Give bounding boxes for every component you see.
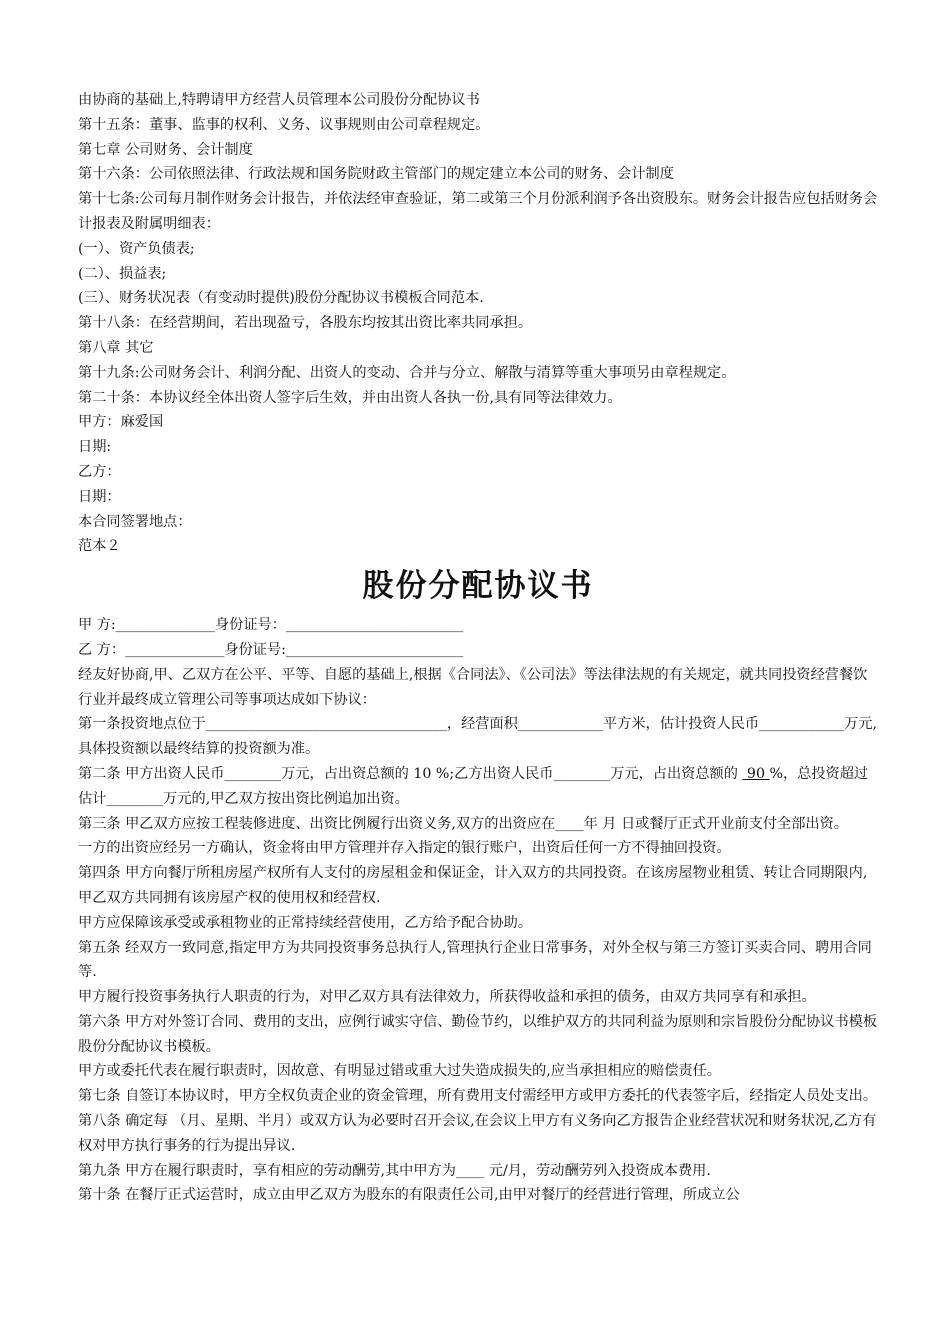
paragraph: 第十八条：在经营期间，若出现盈亏，各股东均按其出资比率共同承担。 [78, 315, 533, 332]
article: 第三条 甲乙双方应按工程装修进度、出资比例履行出资义务,双方的出资应在____年 月 日或餐厅正式开业前支付全部出资。 [78, 815, 848, 832]
document-title: 股份分配协议书 [362, 568, 594, 605]
article: 第九条 甲方在履行职责时，享有相应的劳动酬劳,其中甲方为____ 元/月，劳动酬劳列入投资成本费用. [78, 1162, 711, 1179]
paragraph: 甲方或委托代表在履行职责时，因故意、有明显过错或重大过失造成损失的,应当承担相应的赔偿责任。 [78, 1063, 721, 1080]
article: 第七条 自签订本协议时，甲方全权负责企业的资金管理，所有费用支付需经甲方或甲方委托的代表签字后，经指定人员处支出。 [78, 1088, 878, 1105]
article: 第十条 在餐厅正式运营时，成立由甲乙双方为股东的有限责任公司,由甲对餐厅的经营进行管理，所成立公 [78, 1187, 740, 1204]
paragraph: 第十九条:公司财务会计、利润分配、出资人的变动、合并与分立、解散与清算等重大事项另由章程规定。 [78, 364, 736, 381]
underlined-value: 90 [742, 765, 770, 782]
template-label: 范本２ [78, 538, 121, 555]
date-line: 日期： [78, 488, 121, 505]
paragraph: 第二十条：本协议经全体出资人签字后生效，并由出资人各执一份,具有同等法律效力。 [78, 389, 622, 406]
signature-line-party-a: 甲方：麻爱国 [78, 414, 164, 431]
article [78, 762, 878, 812]
article: 第一条投资地点位于__________________________________，经营面积____________平方米，估计投资人民币____________万元,具体投资额以最终结算的投资额为准。 [78, 716, 878, 758]
signature-line-party-b: 乙方： [78, 463, 121, 480]
paragraph: 由协商的基础上,特聘请甲方经营人员管理本公司股份分配协议书 [78, 92, 480, 108]
list-item: (二）、损益表; [78, 265, 167, 282]
article: 第八条 确定每 （月、星期、半月）或双方认为必要时召开会议,在会议上甲方有义务向乙方报告企业经营状况和财务状况,乙方有权对甲方执行事务的行为提出异议. [78, 1113, 877, 1154]
article-text: 第二条 甲方出资人民币________万元，占出资总额的 10 %;乙方出资人民币________万元，占出资总额的 [78, 765, 743, 782]
paragraph: 一方的出资应经另一方确认，资金将由甲方管理并存入指定的银行账户，出资后任何一方不得抽回投资。 [78, 840, 731, 857]
party-b-line: 乙 方：______________身份证号:_________________________ [78, 641, 464, 658]
section-part1 [78, 88, 878, 559]
chapter-heading: 第七章 公司财务、会计制度 [78, 141, 253, 158]
chapter-heading: 第八章 其它 [78, 339, 154, 356]
paragraph: 第十五条：董事、监事的权利、义务、议事规则由公司章程规定。 [78, 116, 490, 133]
paragraph: 甲方履行投资事务执行人职责的行为，对甲乙双方具有法律效力，所获得收益和承担的债务，由双方共同享有和承担。 [78, 989, 816, 1006]
article: 第六条 甲方对外签订合同、费用的支出，应例行诚实守信、勤俭节约，以维护双方的共同利益为原则和宗旨股份分配协议书模板股份分配协议书模板。 [78, 1013, 878, 1055]
section-part3 [78, 812, 878, 1209]
article: 第四条 甲方向餐厅所租房屋产权所有人支付的房屋租金和保证金，计入双方的共同投资。在该房屋物业租赁、转让合同期限内,甲乙双方共同拥有该房屋产权的使用权和经营权. [78, 865, 868, 906]
article: 第五条 经双方一致同意,指定甲方为共同投资事务总执行人,管理执行企业日常事务，对外全权与第三方签订买卖合同、聘用合同等. [78, 939, 872, 981]
section-part2 [78, 613, 878, 811]
list-item: (一）、资产负债表; [78, 240, 195, 257]
paragraph: 经友好协商,甲、乙双方在公平、平等、自愿的基础上,根据《合同法》、《公司法》等法律法规的有关规定，就共同投资经营餐饮行业并最终成立管理公司等事项达成如下协议： [78, 666, 868, 708]
signing-location: 本合同签署地点： [78, 513, 192, 530]
article-text: %，总投资超过估计________万元的,甲乙双方按出资比例追加出资。 [78, 765, 869, 807]
paragraph: 第十六条：公司依照法律、行政法规和国务院财政主管部门的规定建立本公司的财务、会计制度 [78, 166, 674, 183]
date-line: 日期: [78, 439, 112, 456]
list-item: (三）、财务状况表（有变动时提供)股份分配协议书模板合同范本. [78, 290, 484, 307]
paragraph: 第十七条:公司每月制作财务会计报告，并依法经审查验证，第二或第三个月份派利润予各出资股东。财务会计报告应包括财务会计报表及附属明细表： [78, 191, 878, 232]
party-a-line: 甲 方:______________身份证号：_________________________ [78, 617, 464, 634]
paragraph: 甲方应保障该承受或承租物业的正常持续经营使用，乙方给予配合协助。 [78, 914, 533, 931]
